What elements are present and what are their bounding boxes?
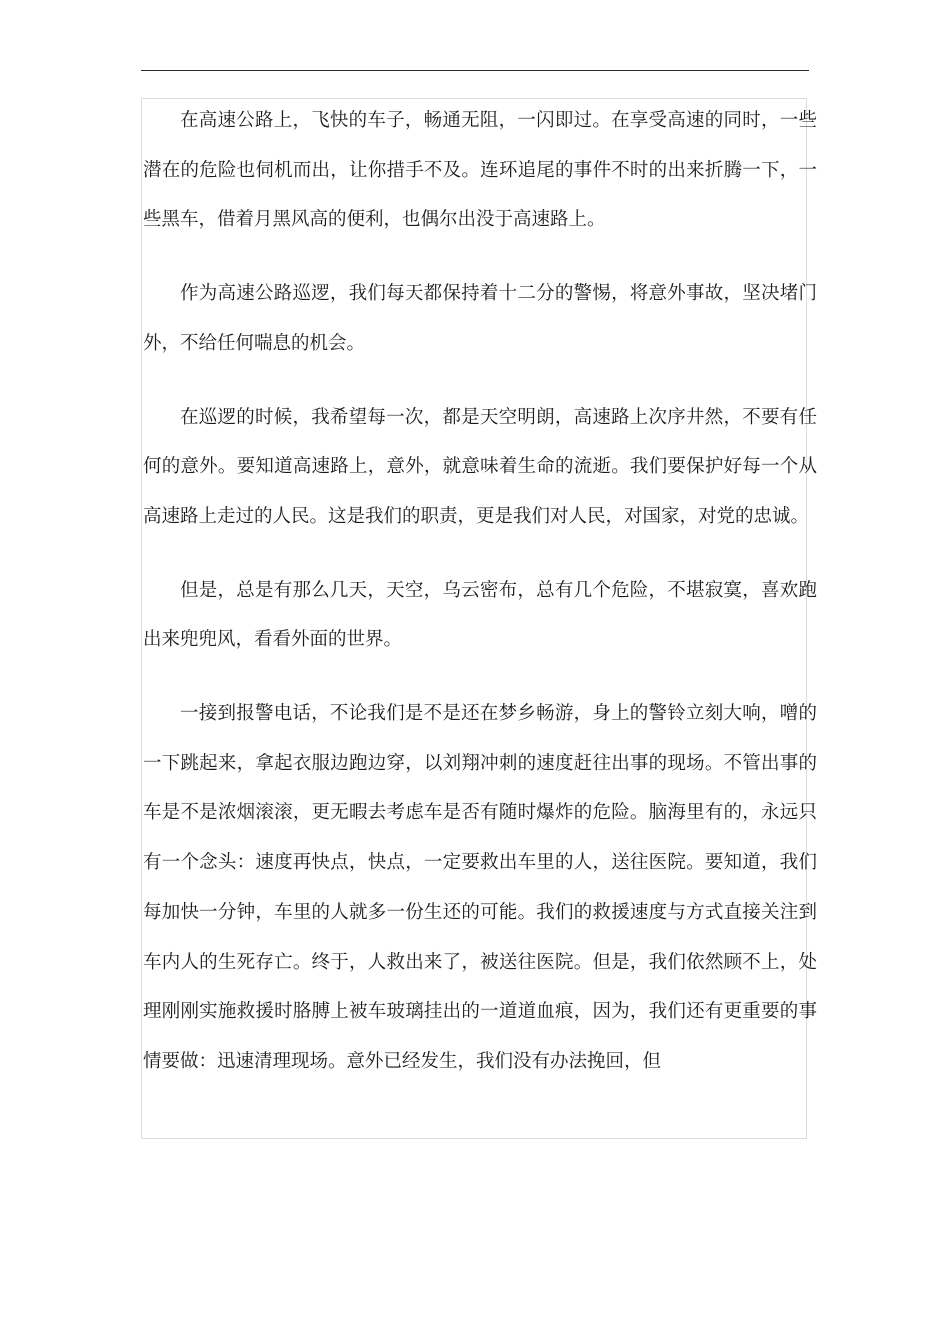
header-rule <box>141 70 809 71</box>
paragraph-5: 一接到报警电话，不论我们是不是还在梦乡畅游，身上的警铃立刻大响，噌的一下跳起来，拿起衣服边跑边穿，以刘翔冲刺的速度赶往出事的现场。不管出事的车是不是浓烟滚滚，更无暇去考虑车是否有随时爆炸的危险。脑海里有的，永远只有一个念头：速度再快点，快点，一定要救出车里的人，送往医院。要知道，我们每加快一分钟，车里的人就多一份生还的可能。我们的救援速度与方式直接关注到车内人的生死存亡。终于，人救出来了，被送往医院。但是，我们依然顾不上，处理刚刚实施救援时胳膊上被车玻璃挂出的一道道血痕，因为，我们还有更重要的事情要做：迅速清理现场。意外已经发生，我们没有办法挽回，但 <box>143 703 817 1072</box>
paragraph-1: 在高速公路上，飞快的车子，畅通无阻，一闪即过。在享受高速的同时，一些潜在的危险也伺机而出，让你措手不及。连环追尾的事件不时的出来折腾一下，一些黑车，借着月黑风高的便利，也偶尔出没于高速路上。 <box>143 110 817 231</box>
paragraph-4: 但是，总是有那么几天，天空，乌云密布，总有几个危险，不堪寂寞，喜欢跑出来兜兜风，看看外面的世界。 <box>143 579 817 651</box>
paragraph-2: 作为高速公路巡逻，我们每天都保持着十二分的警惕，将意外事故，坚决堵门外，不给任何喘息的机会。 <box>143 283 817 354</box>
body-text <box>143 96 817 1087</box>
paragraph-3: 在巡逻的时候，我希望每一次，都是天空明朗，高速路上次序井然，不要有任何的意外。要知道高速路上，意外，就意味着生命的流逝。我们要保护好每一个从高速路上走过的人民。这是我们的职责，更是我们对人民，对国家，对党的忠诚。 <box>143 406 817 527</box>
